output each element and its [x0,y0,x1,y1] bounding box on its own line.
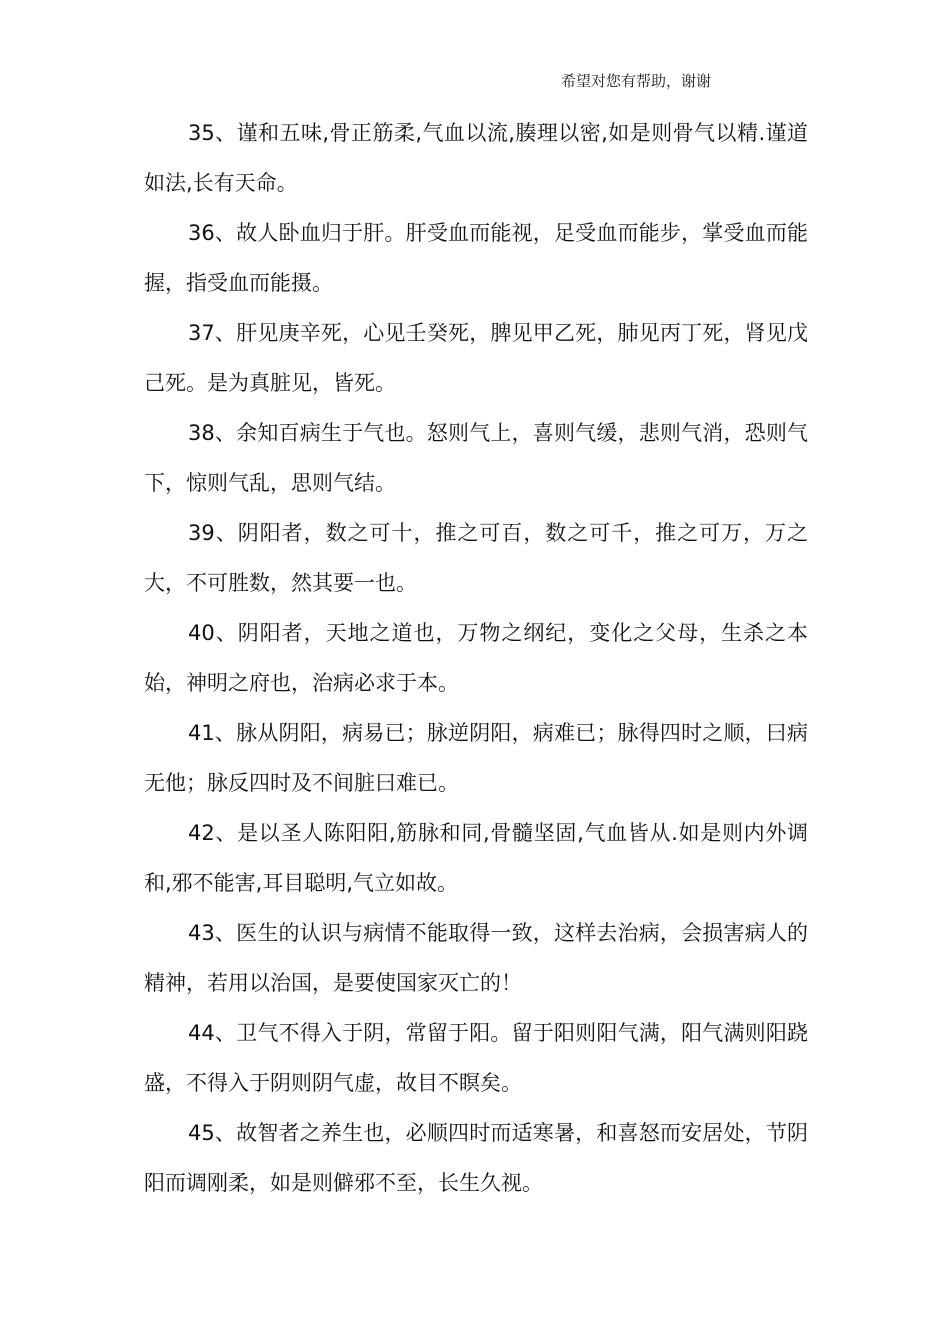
paragraph-text: 是以圣人陈阳阳,筋脉和同,骨髓坚固,气血皆从.如是则内外调和,邪不能害,耳目聪明,气立如故。 [144,821,808,895]
paragraph-number: 35 [188,121,215,145]
paragraph-text: 余知百病生于气也。怒则气上，喜则气缓，悲则气消，恐则气下，惊则气乱，思则气结。 [144,421,809,495]
paragraph-number: 45 [188,1121,215,1145]
paragraph-number: 40 [188,621,215,645]
paragraph-separator: 、 [214,621,238,645]
paragraph-text: 肝见庚辛死，心见壬癸死，脾见甲乙死，肺见丙丁死，肾见戊己死。是为真脏见，皆死。 [144,321,809,395]
paragraph-separator: 、 [214,221,237,245]
header-note: 希望对您有帮助，谢谢 [561,72,712,90]
paragraph-43 [144,908,808,1008]
paragraph-41 [144,708,808,808]
paragraph-separator: 、 [214,421,237,445]
paragraph-separator: 、 [214,1121,237,1145]
paragraph-text: 谨和五味,骨正筋柔,气血以流,腠理以密,如是则骨气以精.谨道如法,长有天命。 [144,121,809,195]
paragraph-42 [144,808,808,908]
paragraph-separator: 、 [214,921,237,945]
paragraph-separator: 、 [214,1021,237,1045]
paragraph-separator: 、 [214,121,237,145]
paragraph-39 [144,508,808,608]
paragraph-number: 42 [188,821,215,845]
paragraph-number: 36 [188,221,215,245]
paragraph-text: 卫气不得入于阴，常留于阳。留于阳则阳气满，阳气满则阳跷盛，不得入于阴则阴气虚，故目不瞑矣。 [144,1021,809,1095]
paragraph-45 [144,1108,808,1208]
paragraph-separator: 、 [214,721,237,745]
paragraph-37 [144,308,808,408]
paragraph-text: 故智者之养生也，必顺四时而适寒暑，和喜怒而安居处，节阴阳而调刚柔，如是则僻邪不至，长生久视。 [144,1121,809,1195]
paragraph-text: 脉从阴阳，病易已；脉逆阴阳，病难已；脉得四时之顺，曰病无他；脉反四时及不间脏曰难已。 [144,721,809,795]
paragraph-separator: 、 [214,521,238,545]
paragraph-40 [144,608,808,708]
document-body [144,108,808,1208]
paragraph-44 [144,1008,808,1108]
paragraph-separator: 、 [214,821,238,845]
paragraph-36 [144,208,808,308]
paragraph-number: 38 [188,421,215,445]
paragraph-number: 37 [188,321,215,345]
paragraph-text: 阴阳者，数之可十，推之可百，数之可千，推之可万，万之大，不可胜数，然其要一也。 [144,521,809,595]
paragraph-35 [144,108,808,208]
paragraph-separator: 、 [214,321,237,345]
paragraph-number: 44 [188,1021,215,1045]
paragraph-text: 医生的认识与病情不能取得一致，这样去治病，会损害病人的精神，若用以治国，是要使国家灭亡的！ [144,921,809,995]
paragraph-text: 故人卧血归于肝。肝受血而能视，足受血而能步，掌受血而能握，指受血而能摄。 [144,221,809,295]
paragraph-number: 41 [188,721,215,745]
paragraph-38 [144,408,808,508]
paragraph-text: 阴阳者，天地之道也，万物之纲纪，变化之父母，生杀之本始，神明之府也，治病必求于本。 [144,621,809,695]
paragraph-number: 43 [188,921,215,945]
paragraph-number: 39 [188,521,215,545]
